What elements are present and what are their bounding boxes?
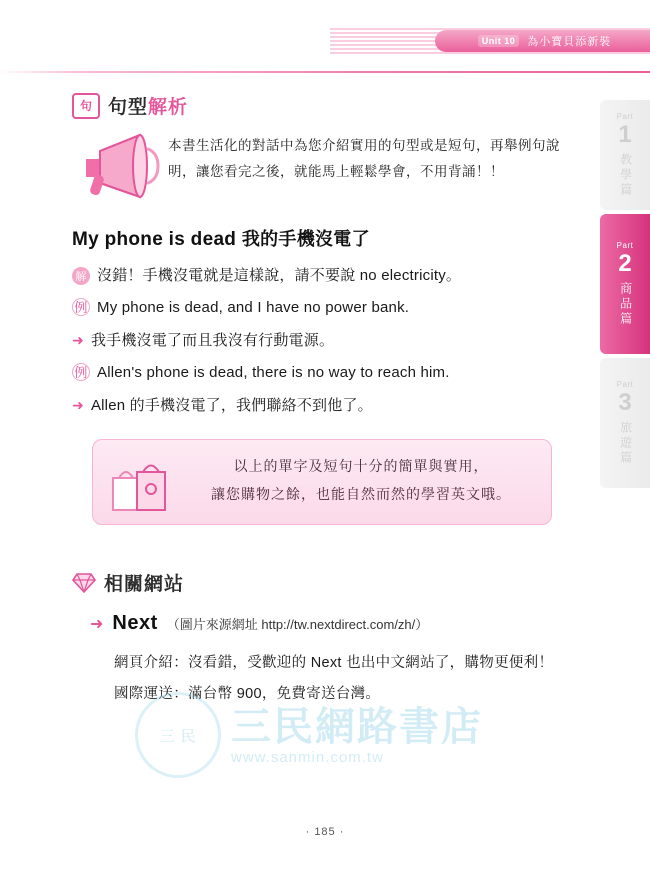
megaphone-icon: [78, 129, 168, 203]
example-line-2: [72, 363, 582, 381]
example-text-2: Allen's phone is dead, there is no way to reach him.: [97, 363, 450, 381]
grammar-section-heading: [72, 92, 582, 119]
part-tab-3-label: Part: [616, 380, 634, 389]
page-header: [0, 0, 650, 72]
shopping-bag-icon: [107, 456, 177, 514]
website-entry: [90, 612, 582, 635]
unit-title: 為小寶貝添新裝: [527, 36, 612, 48]
example-marker-1: [72, 298, 90, 316]
explanation-line: [72, 264, 582, 285]
arrow-icon-1: ➜: [72, 332, 84, 348]
intro-block: [78, 129, 582, 203]
example-marker-2-label: 例: [72, 363, 90, 381]
unit-header-tab: [435, 30, 650, 52]
summary-note-line-1: 以上的單字及短句十分的簡單與實用，: [233, 460, 489, 475]
part-tab-3-name: 旅遊篇: [618, 421, 633, 466]
grammar-section-title: [108, 92, 188, 119]
summary-note-line-2: 讓您購物之餘，也能自然而然的學習英文哦。: [211, 488, 511, 503]
example-marker-1-label: 例: [72, 298, 90, 316]
example-line-1: [72, 298, 582, 316]
translation-line-1: [72, 329, 582, 350]
website-description-line-1: 網頁介紹：沒看錯，受歡迎的 Next 也出中文網站了，購物更便利！: [114, 655, 554, 671]
watermark-title: 三民網路書店: [231, 704, 483, 749]
part-tab-2[interactable]: [600, 214, 650, 354]
part-tab-2-name: 商品篇: [618, 282, 633, 327]
key-phrase-chinese: 我的手機沒電了: [241, 229, 370, 249]
summary-note-box: [92, 439, 552, 525]
part-tab-1-name: 教學篇: [618, 153, 633, 198]
part-tabs: [600, 100, 650, 492]
header-rule: [0, 71, 650, 73]
unit-badge: Unit 10: [478, 35, 520, 47]
website-section-heading: [72, 569, 582, 596]
website-description-line-2: 國際運送：滿台幣 900，免費寄送台灣。: [114, 686, 381, 702]
explanation-text: 沒錯！手機沒電就是這樣說，請不要說 no electricity。: [97, 267, 462, 284]
key-phrase-english: My phone is dead: [72, 229, 237, 250]
part-tab-2-number: 2: [618, 250, 632, 277]
part-tab-1-label: Part: [616, 112, 634, 121]
explanation-marker: [72, 267, 90, 285]
translation-text-2: Allen 的手機沒電了，我們聯絡不到他了。: [90, 397, 373, 414]
part-tab-1-number: 1: [618, 121, 632, 148]
part-tab-3[interactable]: [600, 358, 650, 488]
watermark-seal: 三 民: [135, 692, 221, 778]
grammar-title-highlight: 解析: [148, 97, 189, 118]
intro-text: 本書生活化的對話中為您介紹實用的句型或是短句，再舉例句說明，讓您看完之後，就能馬上輕鬆學會，不用背誦！！: [168, 138, 560, 180]
grammar-title-plain: 句型: [108, 97, 149, 118]
arrow-icon-2: ➜: [72, 397, 84, 413]
explanation-marker-label: 解: [72, 267, 90, 285]
website-source: （圖片來源網址 http://tw.nextdirect.com/zh/）: [166, 617, 429, 632]
part-tab-1[interactable]: [600, 100, 650, 210]
website-section-title: 相關網站: [104, 574, 185, 595]
website-arrow-icon: ➜: [90, 616, 104, 633]
key-phrase: [72, 225, 582, 251]
part-tab-2-label: Part: [616, 241, 634, 250]
website-section: [72, 569, 582, 709]
sentence-pattern-icon: 句: [72, 93, 100, 119]
translation-line-2: [72, 394, 582, 415]
part-tab-3-number: 3: [618, 389, 632, 416]
page-number: · 185 ·: [305, 826, 345, 838]
example-text-1: My phone is dead, and I have no power bank.: [97, 298, 410, 316]
example-marker-2: [72, 363, 90, 381]
diamond-icon: [72, 572, 96, 594]
website-name: Next: [112, 612, 158, 634]
watermark-url: www.sanmin.com.tw: [231, 748, 384, 766]
translation-text-1: 我手機沒電了而且我沒有行動電源。: [90, 332, 335, 349]
page-content: [72, 92, 582, 709]
